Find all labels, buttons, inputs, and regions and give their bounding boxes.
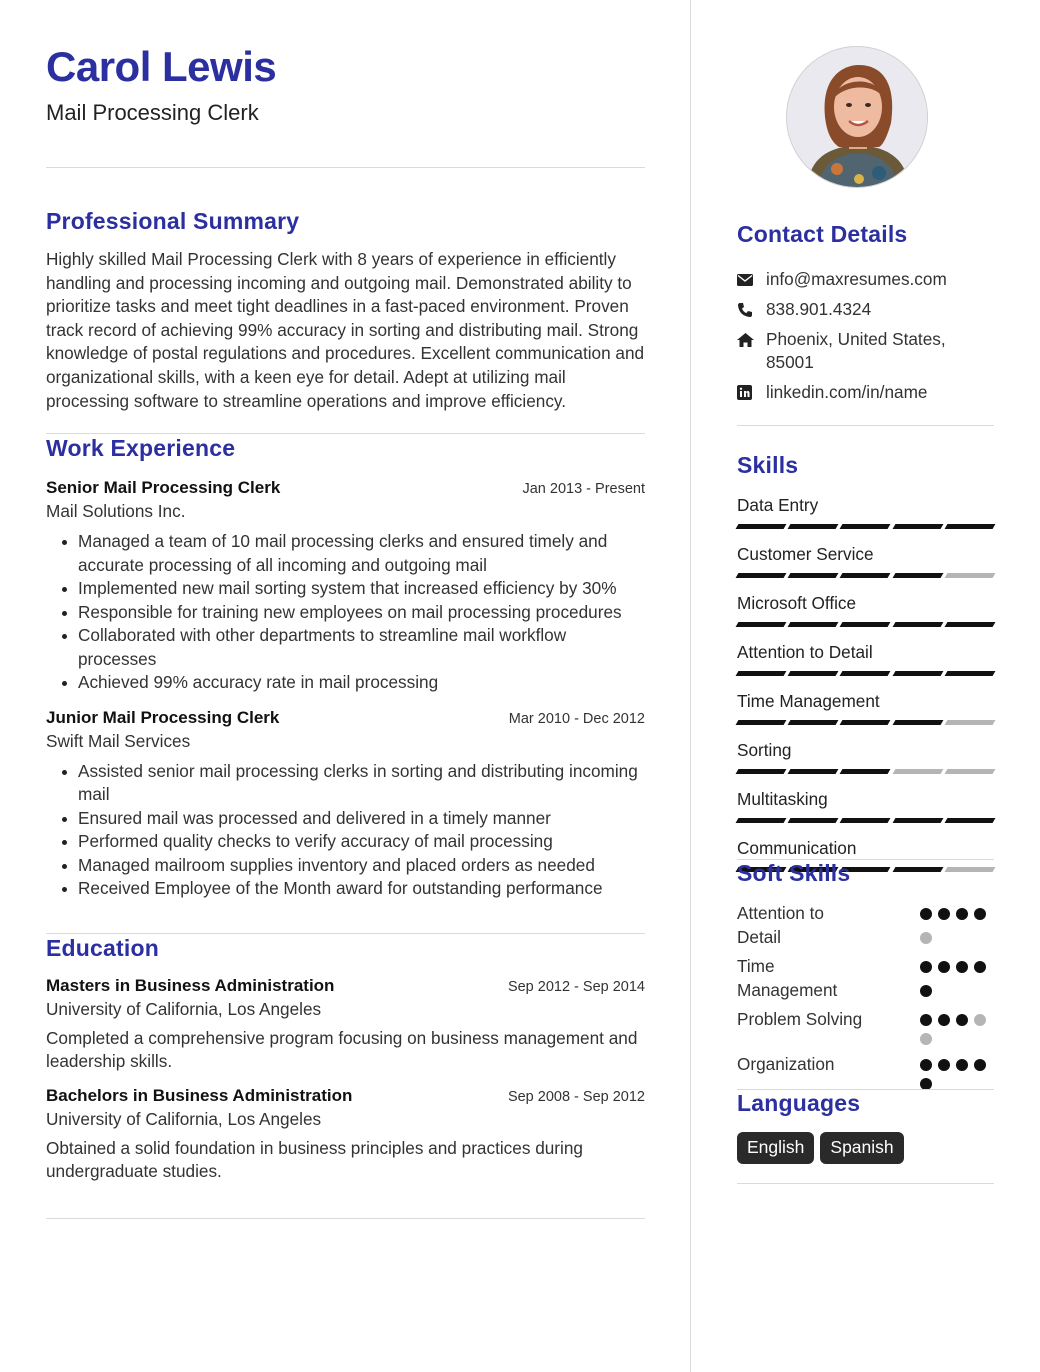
profile-photo xyxy=(786,46,928,188)
rating-dot xyxy=(920,932,932,944)
skill-item xyxy=(737,788,994,823)
skill-level-segment xyxy=(944,769,995,774)
education-desc: Obtained a solid foundation in business principles and practices during undergraduate studies. xyxy=(46,1137,583,1182)
skill-name: Multitasking xyxy=(737,789,828,809)
skill-level-segment xyxy=(892,720,943,725)
column-divider xyxy=(690,0,691,1372)
soft-skill-name: Organization xyxy=(737,1054,835,1074)
rating-dot xyxy=(938,1014,950,1026)
rating-dot xyxy=(956,961,968,973)
skill-level-segment xyxy=(788,671,839,676)
experience-heading: Work Experience xyxy=(46,435,236,462)
skill-item xyxy=(737,494,994,529)
rating-dot xyxy=(938,908,950,920)
education-date: Sep 2012 - Sep 2014 xyxy=(507,978,645,995)
skill-level-segment xyxy=(944,867,995,872)
skills-list xyxy=(737,494,994,872)
skill-level-segment xyxy=(788,622,839,627)
home-icon xyxy=(737,328,766,351)
skill-level-segment xyxy=(736,524,787,529)
skill-name: Data Entry xyxy=(737,495,819,515)
rating-dot xyxy=(920,1059,932,1071)
job-bullets xyxy=(46,530,645,695)
soft-skills-list xyxy=(737,902,994,1090)
soft-skill-rating xyxy=(920,1053,994,1090)
skill-level-segment xyxy=(736,720,787,725)
education-entry xyxy=(46,976,645,1074)
skill-name: Communication xyxy=(737,838,857,858)
rating-dot xyxy=(920,1014,932,1026)
divider xyxy=(46,167,645,168)
skill-level-bar xyxy=(737,671,994,676)
rating-dot xyxy=(920,908,932,920)
skill-level-segment xyxy=(892,818,943,823)
education-heading: Education xyxy=(46,934,159,961)
divider xyxy=(737,1183,994,1184)
skill-level-segment xyxy=(840,671,891,676)
skill-level-segment xyxy=(892,769,943,774)
skill-item xyxy=(737,543,994,578)
skill-item xyxy=(737,739,994,774)
summary-heading: Professional Summary xyxy=(46,208,300,234)
skill-level-segment xyxy=(788,818,839,823)
contact-linkedin[interactable] xyxy=(737,381,994,404)
job-company: Swift Mail Services xyxy=(46,730,191,751)
skill-level-segment xyxy=(892,622,943,627)
soft-skill-rating xyxy=(920,1008,994,1045)
rating-dot xyxy=(920,985,932,997)
skill-item xyxy=(737,592,994,627)
list-item: Performed quality checks to verify accuracy of mail processing xyxy=(60,830,645,854)
rating-dot xyxy=(920,961,932,973)
skill-level-segment xyxy=(840,818,891,823)
skill-level-segment xyxy=(892,524,943,529)
skill-name: Sorting xyxy=(737,740,792,760)
skill-level-segment xyxy=(788,769,839,774)
skill-level-segment xyxy=(736,818,787,823)
job-title: Junior Mail Processing Clerk xyxy=(46,707,280,727)
list-item: Managed a team of 10 mail processing clerks and ensured timely and accurate processing of all incoming and outgoing mail xyxy=(60,530,645,577)
skill-level-segment xyxy=(736,622,787,627)
skill-level-segment xyxy=(736,769,787,774)
list-item: Implemented new mail sorting system that increased efficiency by 30% xyxy=(60,577,645,601)
divider xyxy=(46,933,645,934)
phone-text: 838.901.4324 xyxy=(766,299,872,319)
rating-dot xyxy=(974,1014,986,1026)
skills-heading: Skills xyxy=(737,452,799,478)
contact-email[interactable] xyxy=(737,268,994,291)
rating-dot xyxy=(956,908,968,920)
degree-title: Masters in Business Administration xyxy=(46,975,335,995)
list-item: Managed mailroom supplies inventory and placed orders as needed xyxy=(60,854,645,878)
list-item: Received Employee of the Month award for outstanding performance xyxy=(60,877,645,901)
skill-level-segment xyxy=(788,524,839,529)
soft-skill-rating xyxy=(920,902,994,949)
list-item: Achieved 99% accuracy rate in mail processing xyxy=(60,671,645,695)
skill-name: Microsoft Office xyxy=(737,593,857,613)
school-name: University of California, Los Angeles xyxy=(46,1108,322,1129)
soft-skill-name: Problem Solving xyxy=(737,1009,863,1029)
candidate-name: Carol Lewis xyxy=(46,43,277,90)
soft-skills-heading: Soft Skills xyxy=(737,860,851,886)
skill-level-segment xyxy=(892,573,943,578)
list-item: Collaborated with other departments to streamline mail workflow processes xyxy=(60,624,645,671)
divider xyxy=(737,425,994,426)
soft-skill-item xyxy=(737,955,994,1002)
job-title: Senior Mail Processing Clerk xyxy=(46,478,281,498)
skill-level-segment xyxy=(944,671,995,676)
linkedin-text: linkedin.com/in/name xyxy=(766,382,928,402)
soft-skill-item xyxy=(737,1008,994,1045)
education-desc: Completed a comprehensive program focusing on business management and leadership skills. xyxy=(46,1027,638,1072)
skill-level-bar xyxy=(737,769,994,774)
rating-dot xyxy=(974,908,986,920)
education-entry xyxy=(46,1086,645,1184)
main-column xyxy=(46,40,645,1219)
list-item: Ensured mail was processed and delivered in a timely manner xyxy=(60,807,645,831)
soft-skill-item xyxy=(737,1053,994,1090)
skill-level-segment xyxy=(736,671,787,676)
soft-skill-name: Time Management xyxy=(737,956,838,1000)
job-bullets xyxy=(46,760,645,901)
job-company: Mail Solutions Inc. xyxy=(46,501,186,522)
job-date: Mar 2010 - Dec 2012 xyxy=(508,710,645,727)
job-entry xyxy=(46,478,645,695)
contact-heading: Contact Details xyxy=(737,221,908,247)
job-entry xyxy=(46,708,645,901)
skill-level-segment xyxy=(840,720,891,725)
skill-level-segment xyxy=(736,573,787,578)
soft-skill-name: Attention to Detail xyxy=(737,903,824,947)
summary-text: Highly skilled Mail Processing Clerk with 8 years of experience in efficiently handling and processing incoming and outgoing mail. Demonstrated ability to prioritize tasks and meet tight deadlines in a fast-paced environment. Proven track record of achieving 99% accuracy in sorting and distributing mail. Strong knowledge of postal regulations and procedures. Excellent communication and organizational skills, with a keen eye for detail. Adept at utilizing mail processing software to streamline operations and improve efficiency. xyxy=(46,249,645,411)
rating-dot xyxy=(974,1059,986,1071)
skill-name: Customer Service xyxy=(737,544,874,564)
skill-item xyxy=(737,690,994,725)
languages-list xyxy=(737,1132,904,1164)
skill-level-segment xyxy=(788,573,839,578)
envelope-icon xyxy=(737,268,766,291)
skill-level-segment xyxy=(840,622,891,627)
address-text: Phoenix, United States, 85001 xyxy=(766,329,946,372)
list-item: Responsible for training new employees on mail processing procedures xyxy=(60,601,645,625)
list-item: Assisted senior mail processing clerks in sorting and distributing incoming mail xyxy=(60,760,645,807)
skill-name: Attention to Detail xyxy=(737,642,873,662)
candidate-title: Mail Processing Clerk xyxy=(46,100,259,125)
skill-level-segment xyxy=(892,867,943,872)
rating-dot xyxy=(938,1059,950,1071)
skill-name: Time Management xyxy=(737,691,880,711)
language-pill: English xyxy=(737,1132,814,1164)
skill-level-segment xyxy=(944,720,995,725)
divider xyxy=(46,1218,645,1219)
skill-level-bar xyxy=(737,622,994,627)
skill-level-segment xyxy=(892,671,943,676)
skill-level-segment xyxy=(840,524,891,529)
soft-skill-rating xyxy=(920,955,994,1002)
rating-dot xyxy=(974,961,986,973)
skill-level-segment xyxy=(944,524,995,529)
skill-level-bar xyxy=(737,524,994,529)
education-date: Sep 2008 - Sep 2012 xyxy=(507,1088,645,1105)
skill-level-segment xyxy=(788,720,839,725)
language-pill: Spanish xyxy=(820,1132,903,1164)
school-name: University of California, Los Angeles xyxy=(46,998,322,1019)
skill-level-bar xyxy=(737,573,994,578)
rating-dot xyxy=(938,961,950,973)
skill-level-bar xyxy=(737,720,994,725)
contact-address xyxy=(737,328,994,374)
degree-title: Bachelors in Business Administration xyxy=(46,1085,353,1105)
rating-dot xyxy=(956,1059,968,1071)
contact-phone[interactable] xyxy=(737,298,994,321)
contact-list xyxy=(737,268,994,404)
skill-level-segment xyxy=(840,769,891,774)
rating-dot xyxy=(920,1033,932,1045)
skill-level-segment xyxy=(840,573,891,578)
skill-level-segment xyxy=(944,818,995,823)
skill-item xyxy=(737,641,994,676)
skill-level-segment xyxy=(944,573,995,578)
soft-skill-item xyxy=(737,902,994,949)
portrait-image xyxy=(787,47,928,188)
languages-heading: Languages xyxy=(737,1090,861,1116)
job-date: Jan 2013 - Present xyxy=(522,481,645,498)
linkedin-icon xyxy=(737,381,766,404)
email-text: info@maxresumes.com xyxy=(766,269,947,289)
rating-dot xyxy=(956,1014,968,1026)
skill-level-bar xyxy=(737,818,994,823)
phone-icon xyxy=(737,298,766,321)
skill-level-segment xyxy=(944,622,995,627)
divider xyxy=(46,433,645,434)
